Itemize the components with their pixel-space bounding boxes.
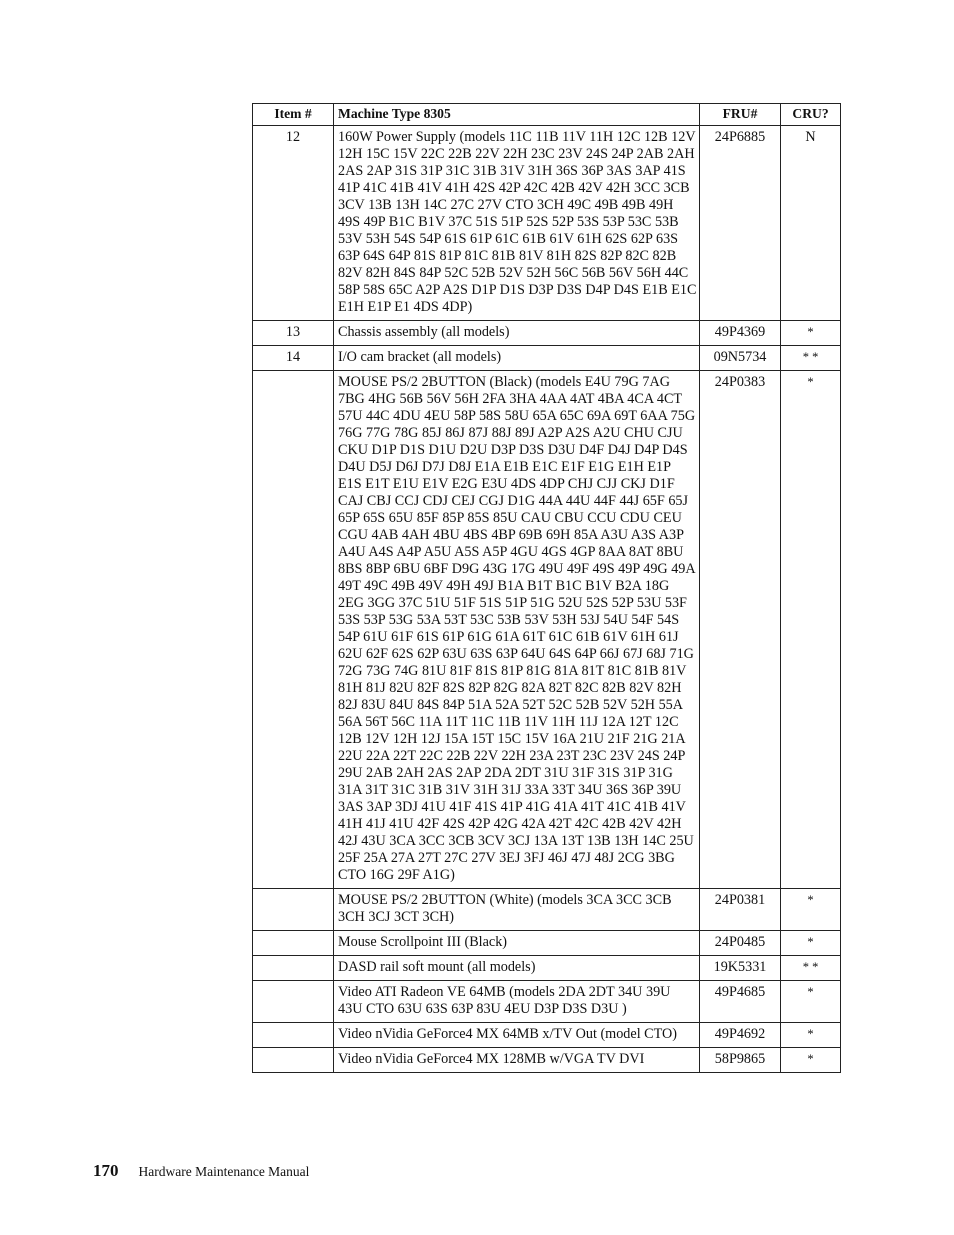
table-row — [253, 889, 841, 931]
item-number-cell — [253, 1023, 334, 1048]
table-row — [253, 346, 841, 371]
description-cell: DASD rail soft mount (all models) — [334, 956, 700, 981]
header-fru: FRU# — [700, 104, 781, 126]
description-cell: Chassis assembly (all models) — [334, 321, 700, 346]
header-cru: CRU? — [781, 104, 841, 126]
item-number-cell — [253, 371, 334, 889]
table-row — [253, 931, 841, 956]
cru-cell: * * — [781, 956, 841, 981]
cru-cell: * * — [781, 346, 841, 371]
fru-cell: 24P0381 — [700, 889, 781, 931]
cru-cell: * — [781, 1048, 841, 1073]
cru-cell: N — [781, 126, 841, 321]
item-number-cell — [253, 981, 334, 1023]
fru-cell: 49P4692 — [700, 1023, 781, 1048]
table-row — [253, 1023, 841, 1048]
table-row — [253, 981, 841, 1023]
fru-cell: 09N5734 — [700, 346, 781, 371]
table-row — [253, 371, 841, 889]
fru-cell: 58P9865 — [700, 1048, 781, 1073]
cru-cell: * — [781, 981, 841, 1023]
description-cell: Mouse Scrollpoint III (Black) — [334, 931, 700, 956]
fru-cell: 24P0485 — [700, 931, 781, 956]
cru-cell: * — [781, 889, 841, 931]
table-row — [253, 956, 841, 981]
document-title: Hardware Maintenance Manual — [138, 1164, 310, 1179]
item-number-cell — [253, 889, 334, 931]
header-machine-type: Machine Type 8305 — [334, 104, 700, 126]
description-cell: Video ATI Radeon VE 64MB (models 2DA 2DT 34U 39U 43U CTO 63U 63S 63P 83U 4EU D3P D3S D3U ) — [334, 981, 700, 1023]
item-number-cell — [253, 931, 334, 956]
description-cell: MOUSE PS/2 2BUTTON (White) (models 3CA 3CC 3CB 3CH 3CJ 3CT 3CH) — [334, 889, 700, 931]
cru-cell: * — [781, 931, 841, 956]
fru-cell: 19K5331 — [700, 956, 781, 981]
header-row — [253, 104, 841, 126]
fru-cell: 24P0383 — [700, 371, 781, 889]
table-header — [253, 104, 841, 126]
parts-table — [252, 103, 841, 1073]
cru-cell: * — [781, 371, 841, 889]
table-row — [253, 126, 841, 321]
table-body — [253, 126, 841, 1073]
cru-cell: * — [781, 1023, 841, 1048]
item-number-cell: 12 — [253, 126, 334, 321]
item-number-cell: 14 — [253, 346, 334, 371]
description-cell: MOUSE PS/2 2BUTTON (Black) (models E4U 79G 7AG 7BG 4HG 56B 56V 56H 2FA 3HA 4AA 4AT 4BA 4CA 4CT 57U 44C 4DU 4EU 58P 58S 58U 65A 65C 69A 69T 6AA 75G 76G 77G 78G 85J 86J 87J 88J 89J A2P A2S A2U CHU CJU CKU D1P D1S D1U D2U D3P D3S D3U D4F D4J D4P D4S D4U D5J D6J D7J D8J E1A E1B E1C E1F E1G E1H E1P E1S E1T E1U E1V E2G E3U 4DS 4DP CHJ CJJ CKJ D1F CAJ CBJ CCJ CDJ CEJ CGJ D1G 44A 44U 44F 44J 65F 65J 65P 65S 65U 85F 85P 85S 85U CAU CBU CCU CDU CEU CGU 4AB 4AH 4BU 4BS 4BP 69B 69H 85A A3U A3S A3P A4U A4S A4P A5U A5S A5P 4GU 4GS 4GP 8AA 8AT 8BU 8BS 8BP 6BU 6BF D9G 43G 17G 49U 49F 49S 49P 49G 49A 49T 49C 49B 49V 49H 49J B1A B1T B1C B1V B2A 18G 2EG 3GG 37C 51U 51F 51S 51P 51G 52U 52S 52P 53U 53F 53S 53P 53G 53A 53T 53C 53B 53V 53H 53J 54U 54F 54S 54P 61U 61F 61S 61P 61G 61A 61T 61C 61B 61V 61H 61J 62U 62F 62S 62P 63U 63S 63P 64U 64S 64P 66J 67J 68J 71G 72G 73G 74G 81U 81F 81S 81P 81G 81A 81T 81C 81B 81V 81H 81J 82U 82F 82S 82P 82G 82A 82T 82C 82B 82V 82H 82J 83U 84U 84S 84P 51A 52A 52T 52C 52B 52V 52H 55A 56A 56T 56C 11A 11T 11C 11B 11V 11H 11J 12A 12T 12C 12B 12V 12H 12J 15A 15T 15C 15V 16A 21U 21F 21G 21A 22U 22A 22T 22C 22B 22V 22H 23A 23T 23C 23V 24S 24P 29U 2AB 2AH 2AS 2AP 2DA 2DT 31U 31F 31S 31P 31G 31A 31T 31C 31B 31V 31H 31J 33A 33T 34U 36S 36P 39U 3AS 3AP 3DJ 41U 41F 41S 41P 41G 41A 41T 41C 41B 41V 41H 41J 41U 42F 42S 42P 42G 42A 42T 42C 42B 42V 42H 42J 43U 3CA 3CC 3CB 3CV 3CJ 13A 13T 13B 13H 14C 25U 25F 25A 27A 27T 27C 27V 3EJ 3FJ 46J 47J 48J 2CG 3BG CTO 16G 29F A1G) — [334, 371, 700, 889]
fru-cell: 49P4685 — [700, 981, 781, 1023]
fru-cell: 24P6885 — [700, 126, 781, 321]
table-row — [253, 1048, 841, 1073]
page-footer — [93, 1161, 309, 1181]
cru-cell: * — [781, 321, 841, 346]
page-number: 170 — [93, 1161, 119, 1180]
fru-cell: 49P4369 — [700, 321, 781, 346]
item-number-cell — [253, 1048, 334, 1073]
description-cell: Video nVidia GeForce4 MX 128MB w/VGA TV DVI — [334, 1048, 700, 1073]
description-cell: 160W Power Supply (models 11C 11B 11V 11H 12C 12B 12V 12H 15C 15V 22C 22B 22V 22H 23C 23V 24S 24P 2AB 2AH 2AS 2AP 31S 31P 31C 31B 31V 31H 36S 36P 3AS 3AP 41S 41P 41C 41B 41V 41H 42S 42P 42C 42B 42V 42H 3CC 3CB 3CV 13B 13H 14C 27C 27V CTO 3CH 49C 49B 49B 49H 49S 49P B1C B1V 37C 51S 51P 52S 52P 53S 53P 53C 53B 53V 53H 54S 54P 61S 61P 61C 61B 61V 61H 62S 62P 63S 63P 64S 64P 81S 81P 81C 81B 81V 81H 82S 82P 82C 82B 82V 82H 84S 84P 52C 52B 52V 52H 56C 56B 56V 56H 44C 58P 58S 65C A2P A2S D1P D1S D3P D3S D4P D4S E1B E1C E1H E1P E1 4DS 4DP) — [334, 126, 700, 321]
table-row — [253, 321, 841, 346]
header-item: Item # — [253, 104, 334, 126]
description-cell: Video nVidia GeForce4 MX 64MB x/TV Out (model CTO) — [334, 1023, 700, 1048]
item-number-cell: 13 — [253, 321, 334, 346]
item-number-cell — [253, 956, 334, 981]
description-cell: I/O cam bracket (all models) — [334, 346, 700, 371]
